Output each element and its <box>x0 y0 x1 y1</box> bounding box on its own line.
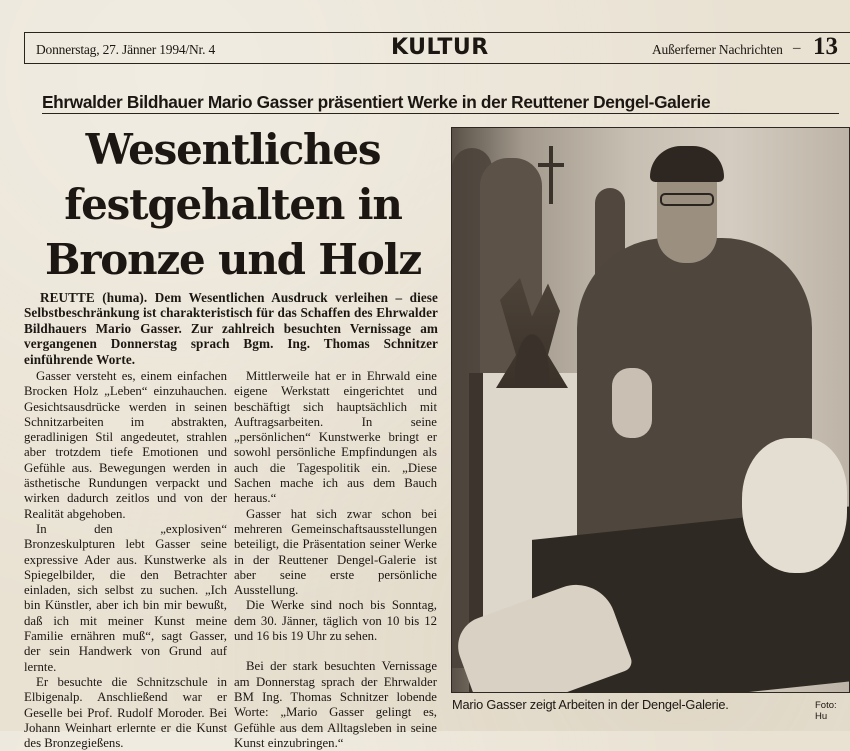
article-column-1 <box>24 369 227 751</box>
crucifix-icon <box>549 146 553 204</box>
headline-line: Bronze und Holz <box>45 235 421 284</box>
glasses-icon <box>660 193 714 206</box>
paragraph: Gasser hat sich zwar schon bei mehreren Gemeinschaftsausstellungen beteiligt, die Präsentation seiner Werke in der Reuttener Dengel-Galerie ist aber seine erste persönliche Ausstellung. <box>234 506 437 598</box>
paragraph: Bei der stark besuchten Vernissage am Donnerstag sprach der Ehrwalder BM Ing. Thomas Schnitzer lobende Worte: „Mario Gasser gelingt es, Gefühle aus dem Alltagsleben in seine Kunst einzubringen.“ <box>234 659 437 750</box>
publication-name: Außerferner Nachrichten <box>652 42 783 57</box>
photo-credit: Foto: Hu <box>815 700 837 722</box>
article-photo <box>451 127 850 693</box>
sculptor-hand <box>612 368 652 438</box>
page-number: 13 <box>813 33 838 60</box>
headline-line: Wesentliches <box>85 125 381 174</box>
article-headline <box>26 122 440 287</box>
separator: – <box>793 40 801 56</box>
paragraph: Die Werke sind noch bis Sonntag, dem 30. Jänner, täglich von 10 bis 12 und 16 bis 19 Uhr zu sehen. <box>234 598 437 644</box>
issue-date: Donnerstag, 27. Jänner 1994/Nr. 4 <box>36 42 215 57</box>
article-column-2 <box>234 369 437 751</box>
paragraph: In den „explosiven“ Bronzeskulpturen lebt Gasser seine expressive Ader aus. Kunstwerke als Spiegelbilder, die den Betrachter einladen, sich selbst zu suchen. „Ich bin Künstler, aber ich bin mir bewußt, daß ich mit meiner Kunst meine Familie ernähren muß“, sagt Gasser, der sein Handwerk von Grund auf lernte. <box>24 521 227 674</box>
crucifix-icon <box>538 163 564 167</box>
masthead <box>24 32 850 64</box>
headline-line: festgehalten in <box>64 180 402 229</box>
article-kicker: Ehrwalder Bildhauer Mario Gasser präsentiert Werke in der Reuttener Dengel-Galerie <box>42 92 839 114</box>
wood-sculpture <box>742 438 847 573</box>
article-lead: REUTTE (huma). Dem Wesentlichen Ausdruck verleihen – diese Selbstbeschränkung ist charakteristisch für das Schaffen des Ehrwalder Bildhauers Mario Gasser. Zur zahlreich besuchten Vernissage am vergangenen Donnerstag sprach Bgm. Ing. Thomas Schnitzer einführende Worte. <box>24 290 438 367</box>
section-title: KULTUR <box>391 35 489 60</box>
paragraph: Mittlerweile hat er in Ehrwald eine eigene Werkstatt eingerichtet und beschäftigt sich hauptsächlich mit Auftragsarbeiten. In seine „persönlichen“ Kunstwerke bringt er sowohl persönliche Empfindungen als auch die Tagespolitik ein. „Diese Sachen mache ich aus dem Bauch heraus.“ <box>234 369 437 506</box>
photo-caption: Mario Gasser zeigt Arbeiten in der Dengel-Galerie. <box>452 697 729 712</box>
paragraph: Gasser versteht es, einem einfachen Brocken Holz „Leben“ einzuhauchen. Gesichtsausdrücke werden in seinen Schnitzarbeiten im abstrakten, geradlinigen Stil angedeutet, strahlen aber trotzdem tiefe Emotionen und Gefühle aus. Bewegungen werden in ästhetische Rundungen verpackt und wirken dadurch zeitlos und von der Realität abgehoben. <box>24 369 227 521</box>
paragraph: Er besuchte die Schnitzschule in Elbigenalp. Anschließend war er Geselle bei Prof. Rudolf Moroder. Bei Johann Weinhart erlernte er die Kunst des Bronzegießens. <box>24 674 227 751</box>
